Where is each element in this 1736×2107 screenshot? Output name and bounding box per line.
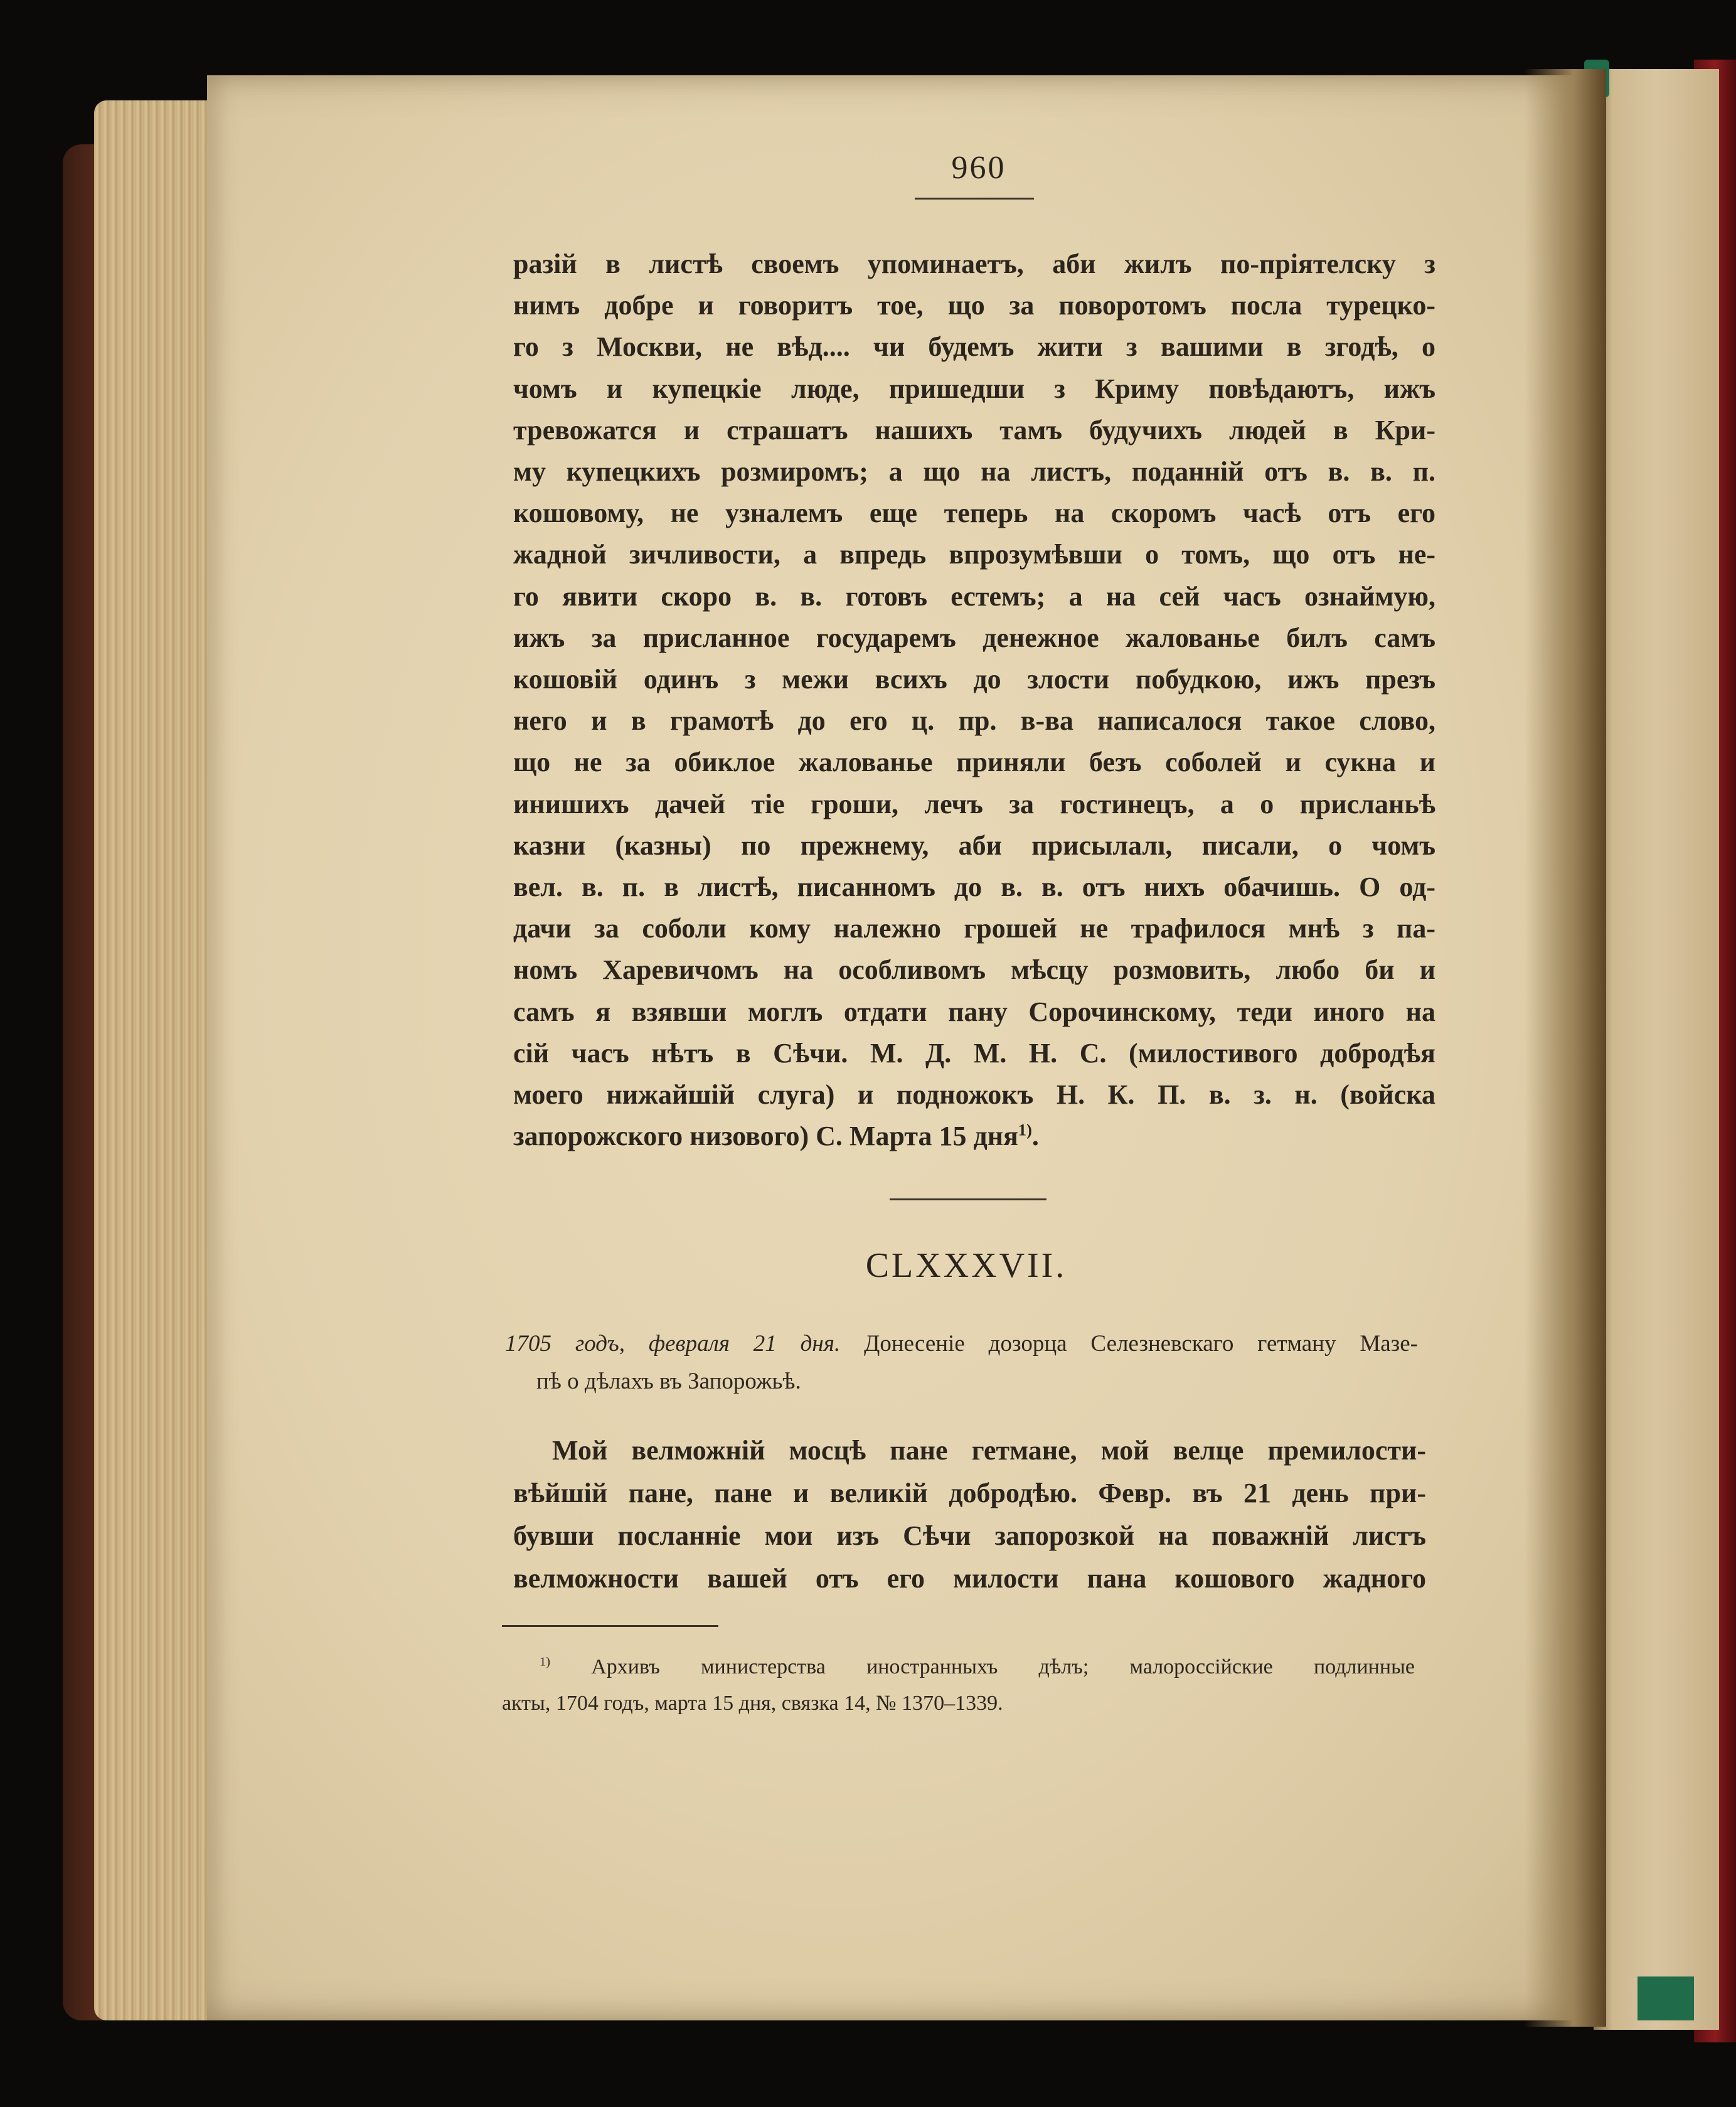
text-line: казни (казны) по прежнему, аби присылалı, писали, о чомъ	[513, 829, 1435, 861]
text-line: дачи за соболи кому належно грошей не трафилося мнѣ з па-	[513, 913, 1435, 944]
text-line: номъ Харевичомъ на особливомъ мѣсцу розмовить, любо би и	[513, 954, 1435, 986]
heading-title: Донесеніе дозорца Селезневскаго гетману Мазе-	[864, 1331, 1419, 1357]
facing-page	[1594, 69, 1719, 2030]
text-line: Мой велможній мосцѣ пане гетмане, мой велце премилости-	[552, 1435, 1426, 1466]
text-line: бувши посланніе мои изъ Сѣчи запорозкой на поважній листъ	[513, 1520, 1426, 1551]
text-line: вел. в. п. в листѣ, писанномъ до в. в. отъ нихъ обачишь. О од-	[513, 872, 1435, 903]
text-line: ижъ за присланное государемъ денежное жалованье билъ самъ	[513, 622, 1435, 653]
text-line: разій в листѣ своемъ упоминаетъ, аби жилъ по-пріятелску з	[513, 248, 1435, 279]
text-line: него и в грамотѣ до его ц. пр. в-ва написалося такое слово,	[513, 705, 1435, 737]
footnote-mark: 1)	[540, 1655, 550, 1669]
text-line-content: запорожского низового) С. Марта 15 дня	[513, 1121, 1018, 1152]
text-line: велможности вашей отъ его милости пана кошового жадного	[513, 1563, 1426, 1594]
text-line: жадной зичливости, а впредь впрозумѣвши о томъ, що отъ не-	[513, 539, 1435, 570]
text-line: кошовому, не узналемъ еще теперь на скоромъ часѣ отъ его	[513, 498, 1435, 529]
heading-line	[505, 1325, 1418, 1363]
text-line: му купецкихъ розмиромъ; а що на листъ, поданній отъ в. в. п.	[513, 456, 1435, 488]
document-heading	[505, 1325, 1418, 1400]
footnote-reference: 1)	[1018, 1120, 1032, 1139]
bookmark-ribbon-bottom	[1637, 1976, 1694, 2020]
footnote-text: Архивъ министерства иностранныхъ дѣлъ; малороссійские подлинные	[591, 1655, 1415, 1678]
page-gutter-shadow	[1525, 69, 1606, 2027]
document-number: CLXXXVII.	[865, 1246, 1067, 1285]
letter-paragraph	[513, 1429, 1426, 1600]
text-line: кошовій одинъ з межи всихъ до злости побудкою, ижъ презъ	[513, 664, 1435, 695]
footnote-rule	[502, 1625, 718, 1627]
text-line: самъ я взявши моглъ отдати пану Сорочинскому, теди иного на	[513, 996, 1435, 1027]
page-number-rule	[915, 198, 1034, 200]
text-line: инишихъ дачей тіе гроши, лечъ за гостинецъ, а о присланьѣ	[513, 788, 1435, 819]
page-number: 960	[951, 150, 1006, 186]
text-line: чомъ и купецкіе люде, пришедши з Криму повѣдаютъ, ижъ	[513, 373, 1435, 404]
text-line: го з Москви, не вѣд.... чи будемъ жити з вашими в згодѣ, о	[513, 331, 1435, 363]
footnote	[502, 1649, 1415, 1722]
text-line: що не за обиклое жалованье приняли безъ соболей и сукна и	[513, 747, 1435, 778]
text-line-last: запорожского низового) С. Марта 15 дня$^{1)}$.	[513, 1120, 1039, 1152]
footnote-line	[502, 1649, 1415, 1685]
text-line: го явити скоро в. в. готовъ естемъ; а на сей часъ ознаймую,	[513, 580, 1435, 612]
text-line: тревожатся и страшатъ нашихъ тамъ будучихъ людей в Кри-	[513, 414, 1435, 445]
main-paragraph	[513, 243, 1435, 1157]
text-line: вѣйшій пане, пане и великій добродѣю. Февр. въ 21 день при-	[513, 1478, 1426, 1508]
heading-line: пѣ о дѣлахъ въ Запорожьѣ.	[536, 1368, 801, 1394]
section-separator-rule	[890, 1198, 1046, 1200]
heading-date: 1705 годъ, февраля 21 дня.	[505, 1331, 841, 1357]
text-line: сій часъ нѣтъ в Сѣчи. М. Д. М. Н. С. (милостивого добродѣя	[513, 1037, 1435, 1069]
text-line: нимъ добре и говоритъ тое, що за поворотомъ посла турецко-	[513, 290, 1435, 321]
text-line: моего нижайшій слуга) и подножокъ Н. К. П. в. з. н. (войска	[513, 1079, 1435, 1111]
footnote-line: акты, 1704 годъ, марта 15 дня, связка 14, № 1370–1339.	[502, 1692, 1003, 1715]
